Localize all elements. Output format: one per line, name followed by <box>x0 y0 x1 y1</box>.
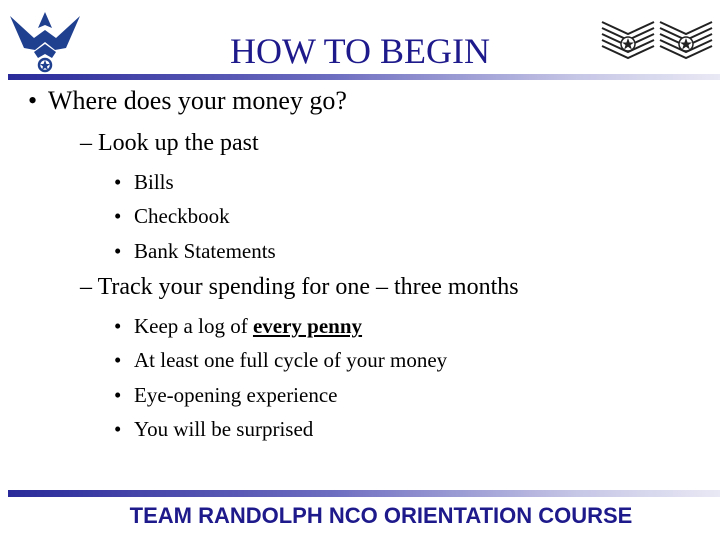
list-item <box>114 348 448 373</box>
bullet: • <box>114 170 122 194</box>
list-item <box>114 383 338 408</box>
list-item <box>114 417 314 442</box>
bullet: • <box>28 86 38 115</box>
level1-text: Where does your money go? <box>48 86 347 115</box>
bullet: • <box>114 417 122 441</box>
slide-title: HOW TO BEGIN <box>230 31 490 71</box>
bullet: • <box>114 239 122 263</box>
footer-text: TEAM RANDOLPH NCO ORIENTATION COURSE <box>129 503 633 528</box>
list-item-text: You will be surprised <box>134 417 314 441</box>
list-item-text: Eye-opening experience <box>134 383 338 407</box>
section-heading-track: – Track your spending for one – three months <box>80 274 519 300</box>
bullet: • <box>114 204 122 228</box>
section-heading-past: – Look up the past <box>80 130 259 156</box>
level1-item <box>28 86 347 116</box>
title-divider <box>8 74 720 80</box>
list-item-text: Checkbook <box>134 204 230 228</box>
list-item <box>114 204 230 229</box>
list-item-text: At least one full cycle of your money <box>134 348 448 372</box>
bullet: • <box>114 383 122 407</box>
list-item <box>114 239 276 264</box>
bullet: • <box>114 314 122 338</box>
list-item <box>114 314 363 339</box>
bullet: • <box>114 348 122 372</box>
footer-divider <box>8 490 720 497</box>
list-item <box>114 170 174 195</box>
list-item-text: Bank Statements <box>134 239 276 263</box>
list-item-text: Bills <box>134 170 174 194</box>
emphasis-text: every penny <box>252 314 363 338</box>
list-item-text: Keep a log of <box>134 314 253 338</box>
